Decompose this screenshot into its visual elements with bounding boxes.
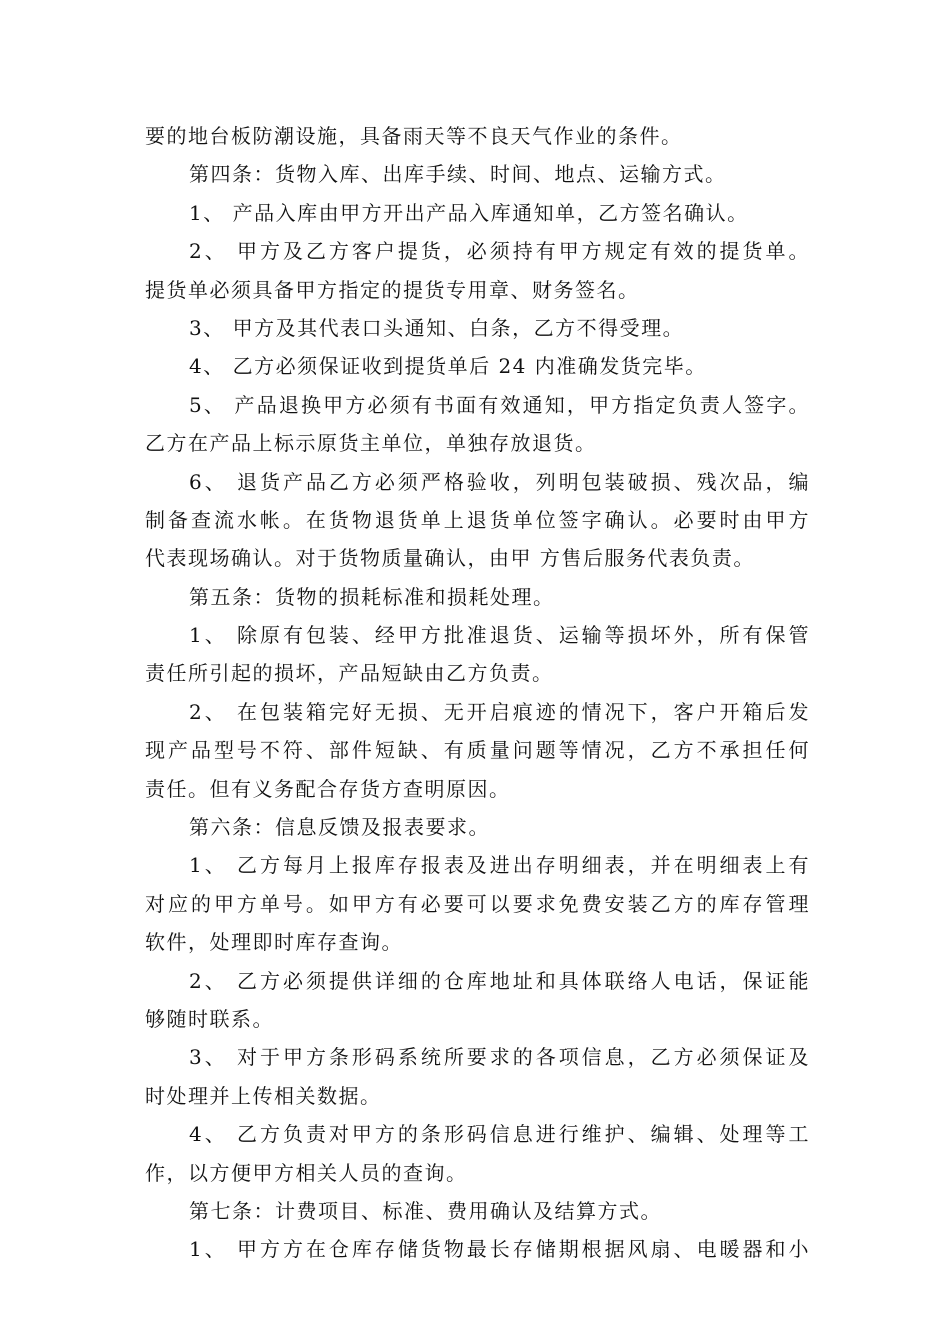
text-line: 3、 甲方及其代表口头通知、白条，乙方不得受理。: [189, 315, 685, 340]
text-line: 制备查流水帐。在货物退货单上退货单位签字确认。必要时由甲方: [145, 507, 810, 532]
text-line: 4、 乙方必须保证收到提货单后 24 内准确发货完毕。: [189, 354, 707, 379]
text-line: 1、 乙方每月上报库存报表及进出存明细表，并在明细表上有: [189, 853, 810, 878]
text-line: 责任。但有义务配合存货方查明原因。: [145, 776, 511, 801]
document-body: [145, 117, 810, 1269]
text-line: 1、 产品入库由甲方开出产品入库通知单，乙方签名确认。: [189, 200, 749, 225]
text-line: 对应的甲方单号。如甲方有必要可以要求免费安装乙方的库存管理: [145, 891, 810, 916]
text-line: 1、 除原有包装、经甲方批准退货、运输等损坏外，所有保管: [189, 623, 810, 648]
text-line: 1、 甲方方在仓库存储货物最长存储期根据风扇、电暖器和小: [189, 1237, 810, 1262]
text-line: 软件，处理即时库存查询。: [145, 930, 403, 955]
text-line: 第五条：货物的损耗标准和损耗处理。: [189, 584, 555, 609]
text-line: 第六条：信息反馈及报表要求。: [189, 815, 490, 840]
text-line: 时处理并上传相关数据。: [145, 1083, 382, 1108]
text-line: 2、 甲方及乙方客户提货，必须持有甲方规定有效的提货单。: [189, 239, 810, 264]
text-line: 作，以方便甲方相关人员的查询。: [145, 1160, 468, 1185]
text-line: 提货单必须具备甲方指定的提货专用章、财务签名。: [145, 277, 640, 302]
text-line: 2、 在包装箱完好无损、无开启痕迹的情况下，客户开箱后发: [189, 699, 810, 724]
text-line: 要的地台板防潮设施，具备雨天等不良天气作业的条件。: [145, 124, 683, 148]
text-line: 6、 退货产品乙方必须严格验收，列明包装破损、残次品，编: [189, 469, 810, 494]
text-line: 第四条：货物入库、出库手续、时间、地点、运输方式。: [189, 162, 727, 187]
text-line: 3、 对于甲方条形码系统所要求的各项信息，乙方必须保证及: [189, 1045, 810, 1070]
text-line: 4、 乙方负责对甲方的条形码信息进行维护、编辑、处理等工: [189, 1122, 810, 1147]
text-line: 乙方在产品上标示原货主单位，单独存放退货。: [145, 431, 597, 456]
text-line: 2、 乙方必须提供详细的仓库地址和具体联络人电话，保证能: [189, 968, 810, 993]
text-line: 责任所引起的损坏，产品短缺由乙方负责。: [145, 661, 554, 686]
text-line: 够随时联系。: [145, 1006, 274, 1031]
text-line: 第七条：计费项目、标准、费用确认及结算方式。: [189, 1198, 662, 1223]
text-line: 5、 产品退换甲方必须有书面有效通知，甲方指定负责人签字。: [189, 392, 810, 417]
text-line: 现产品型号不符、部件短缺、有质量问题等情况，乙方不承担任何: [145, 738, 810, 763]
text-line: 代表现场确认。对于货物质量确认，由甲 方售后服务代表负责。: [145, 546, 755, 571]
